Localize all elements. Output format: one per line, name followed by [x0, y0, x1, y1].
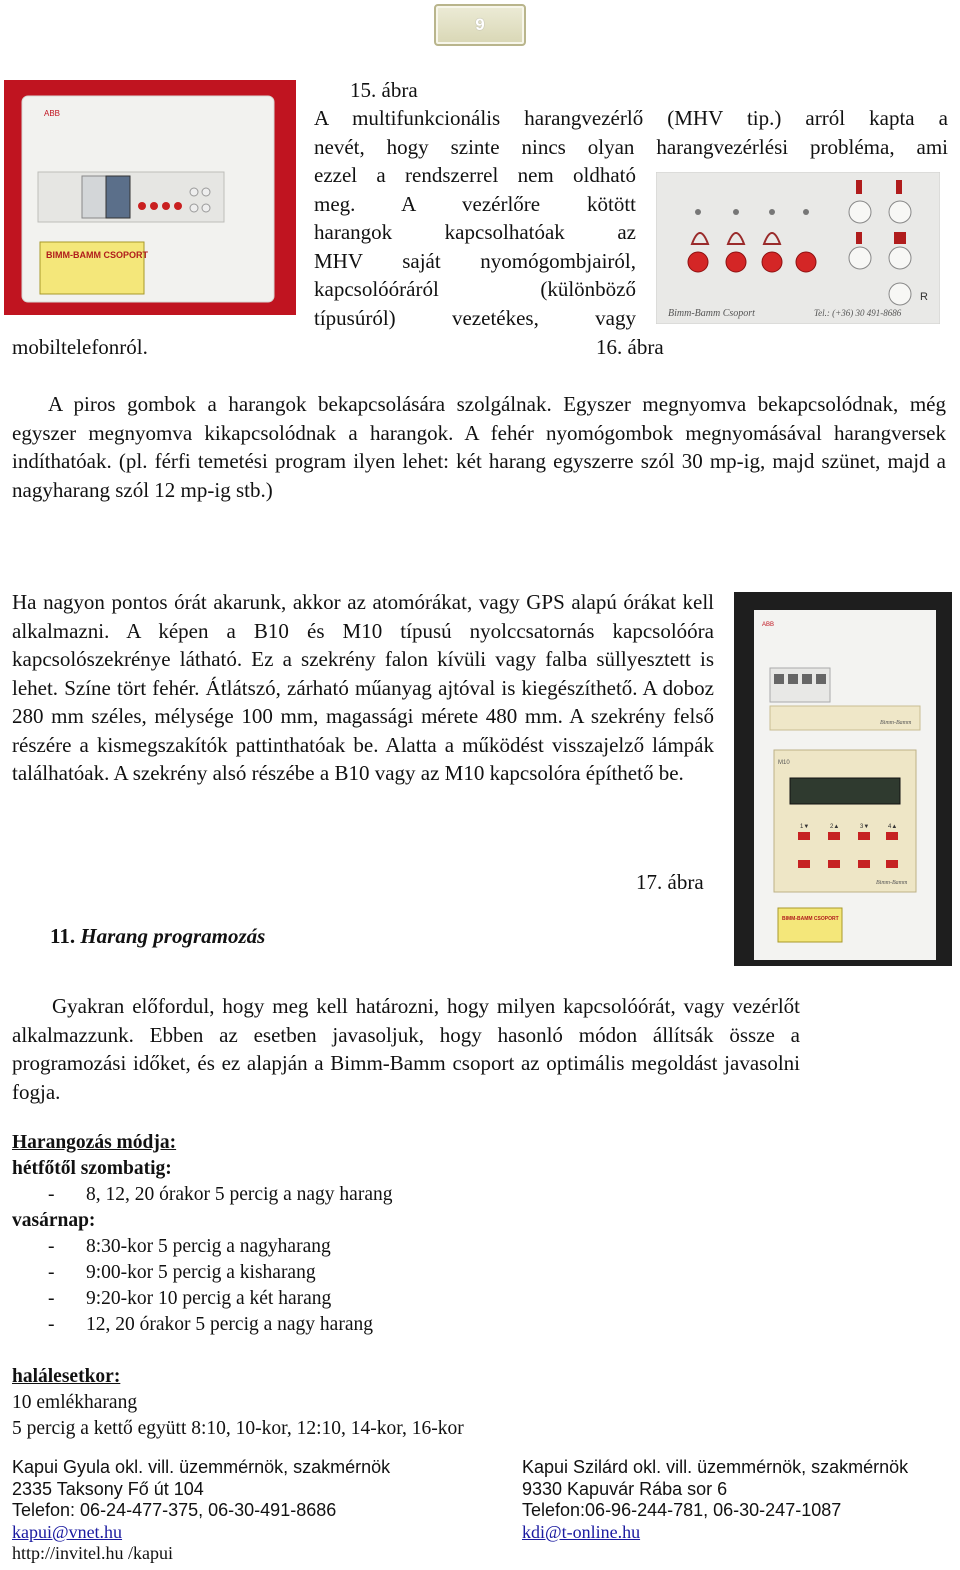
device-brand-bottom: Bimm-Bamm [876, 880, 908, 886]
list-item: - 9:00-kor 5 percig a kisharang [12, 1260, 712, 1286]
death-line: 10 emlékharang [12, 1392, 138, 1413]
sunday-list [12, 1234, 712, 1338]
photo-label: BIMM-BAMM CSOPORT [46, 250, 148, 260]
switch-cabinet-image [734, 592, 952, 966]
abb-logo: ABB [44, 109, 61, 118]
device-label: M10 [778, 760, 790, 766]
figure-15-text-wide [314, 104, 948, 161]
list-item: - 12, 20 órakor 5 percig a nagy harang [12, 1312, 712, 1338]
section-number: 11. [50, 924, 76, 948]
figure-15-text-last: mobiltelefonról. [12, 335, 148, 359]
figure-17-caption: 17. ábra [636, 870, 704, 894]
text-line: meg. A vezérlőre kötött [314, 191, 636, 216]
footer-right [522, 1457, 952, 1543]
figure-15-caption: 15. ábra [350, 78, 418, 102]
panel-phone: Tel.: (+36) 30 491-8686 [814, 308, 902, 318]
death-line: 5 percig a kettő együtt 8:10, 10-kor, 12:10, 14-kor, 16-kor [12, 1418, 464, 1439]
figure-16-photo [656, 172, 940, 324]
text-line: nevét, hogy szinte nincs olyan harangvezérlési probléma, ami [314, 134, 948, 159]
footer-right-name: Kapui Szilárd okl. vill. üzemmérnök, szakmérnök [522, 1457, 909, 1477]
footer-left-email-link[interactable]: kapui@vnet.hu [12, 1521, 123, 1542]
section-title: Harang programozás [80, 924, 266, 948]
death-label: halálesetkor: [12, 1366, 121, 1387]
figure-15-photo [4, 80, 296, 315]
death-section [12, 1364, 712, 1442]
paragraph-clock: Ha nagyon pontos órát akarunk, akkor az atomórákat, vagy GPS alapú órákat kell alkalmazni. A képen a B10 és M10 típusú nyolccsatornás kapcsolóóra kapcsolószekrénye látható. Ez a szekrény falon kívüli vagy falba süllyesztett is lehet. Színe tört fehér. Átlátszó, zárható műanyag ajtóval is kiegészíthető. A doboz 280 mm széles, mélysége 100 mm, magassági mérete 480 mm. A szekrény felső részére a kismegszakítók pattinthatóak be. Alatta a működést visszajelző lámpák találhatóak. A szekrény alsó részébe a B10 vagy az M10 kapcsolóra építhető be. [12, 590, 714, 785]
figure-15-text-narrow [314, 161, 636, 332]
footer-left-web: http://invitel.hu /kapui [12, 1543, 173, 1563]
text-line: ezzel a rendszerrel nem oldható [314, 163, 636, 187]
paragraph-programming: Gyakran előfordul, hogy meg kell határozni, hogy milyen kapcsolóórát, vagy vezérlőt alkalmazzunk. Ebben az esetben javasoljuk, hogy hasonló módon állítsák össze a programozási időket, és ez alapján a Bimm-Bamm csoport az optimális megoldást javasolni fogja. [12, 994, 800, 1104]
footer-right-phone: Telefon:06-96-244-781, 06-30-247-1087 [522, 1500, 842, 1520]
weekdays-label: hétfőtől szombatig: [12, 1158, 172, 1179]
list-item: - 8:30-kor 5 percig a nagyharang [12, 1234, 712, 1260]
footer-right-address: 9330 Kapuvár Rába sor 6 [522, 1478, 728, 1499]
list-item: - 9:20-kor 10 percig a két harang [12, 1286, 712, 1312]
footer-right-email-link[interactable]: kdi@t-online.hu [522, 1521, 641, 1542]
key-label: 1▼ [800, 824, 810, 830]
key-label: 4▲ [888, 824, 898, 830]
panel-r-label: R [920, 291, 928, 303]
footer-left-name: Kapui Gyula okl. vill. üzemmérnök, szakmérnök [12, 1457, 391, 1477]
weekdays-list [12, 1182, 712, 1208]
footer-left-address: 2335 Taksony Fő út 104 [12, 1478, 204, 1499]
section-heading [50, 922, 265, 951]
list-item: - 8, 12, 20 órakor 5 percig a nagy harang [12, 1182, 712, 1208]
paragraph-buttons: A piros gombok a harangok bekapcsolására szolgálnak. Egyszer megnyomva bekapcsolódnak, még egyszer megnyomva kikapcsolódnak a harangok. A fehér nyomógombok megnyomásával harangversek indíthatóak. (pl. férfi temetési program ilyen lehet: két harang egyszerre szól 30 mp-ig, majd szünet, majd a nagyharang szól 12 mp-ig stb.) [12, 392, 946, 502]
key-label: 2▲ [830, 824, 840, 830]
key-label: 3▼ [860, 824, 870, 830]
text-line: típusúról) vezetékes, vagy [314, 305, 636, 330]
text-line: harangok kapcsolhatóak az [314, 220, 636, 244]
schedule-heading: Harangozás módja: [12, 1132, 177, 1153]
sunday-label: vasárnap: [12, 1210, 96, 1231]
text-line: kapcsolóóráról (különböző [314, 277, 636, 301]
footer-left-phone: Telefon: 06-24-477-375, 06-30-491-8686 [12, 1500, 337, 1520]
schedule [12, 1130, 712, 1338]
text-line: MHV saját nyomógombjairól, [314, 248, 636, 273]
control-panel-image [656, 172, 940, 324]
footer-left [12, 1457, 512, 1565]
text-line: A multifunkcionális harangvezérlő (MHV tip.) arról kapta a [314, 106, 948, 130]
device-brand-top: Bimm-Bamm [880, 720, 912, 726]
distribution-box-image [4, 80, 296, 315]
panel-brand: Bimm-Bamm Csoport [668, 308, 755, 319]
figure-16-caption: 16. ábra [596, 335, 664, 359]
page-number: 9 [434, 4, 526, 46]
abb-logo: ABB [762, 622, 775, 628]
figure-17-photo [734, 592, 952, 966]
photo-label: BIMM-BAMM CSOPORT [782, 916, 839, 922]
